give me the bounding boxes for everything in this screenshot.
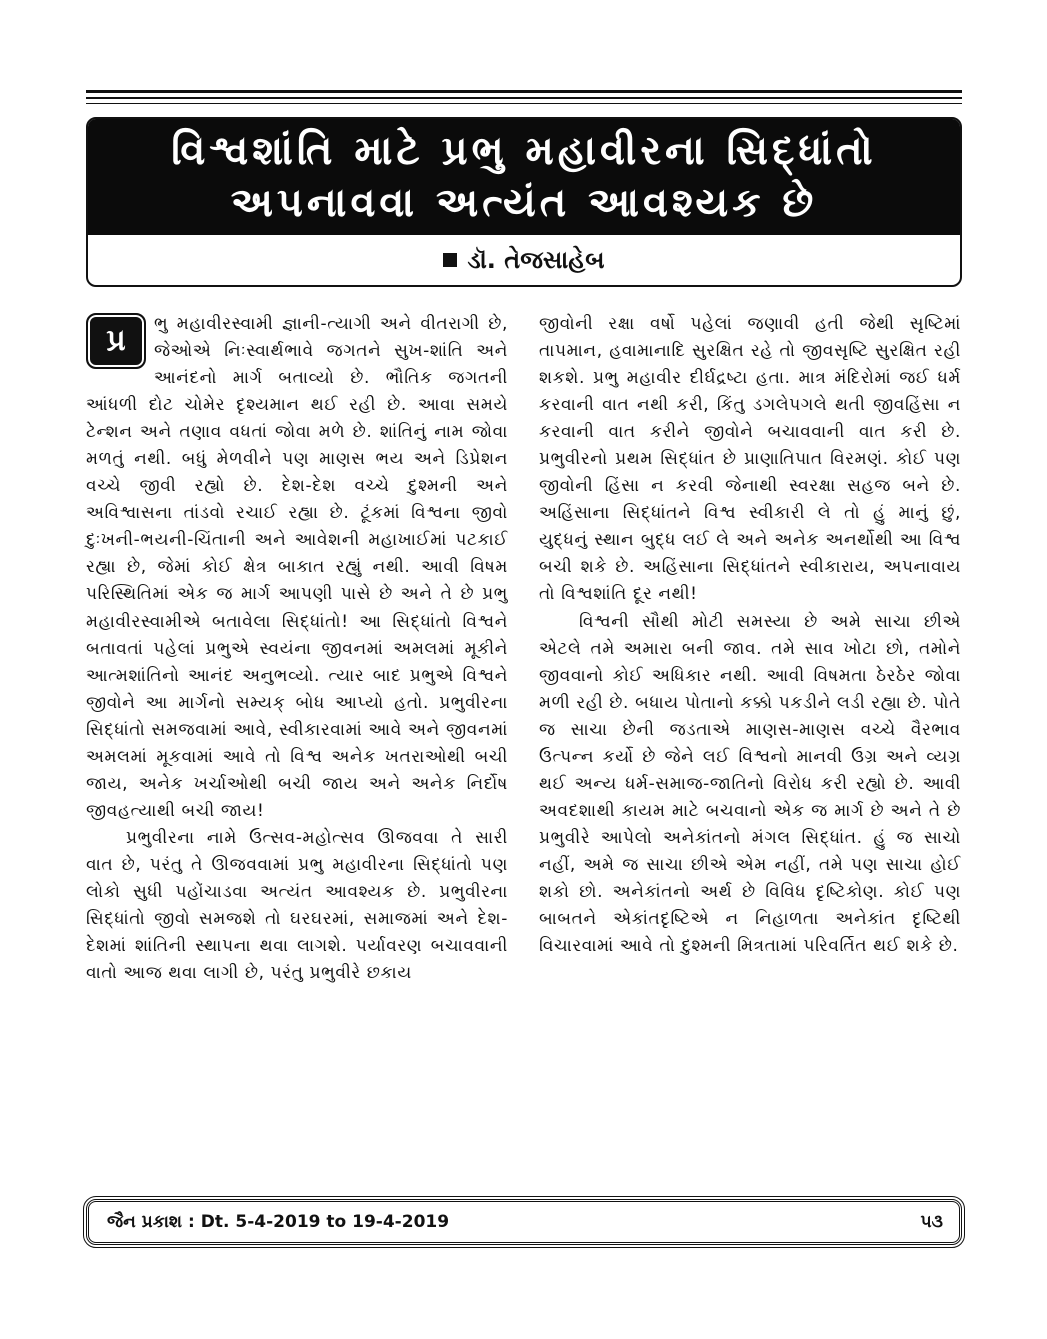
paragraph: [86, 311, 508, 825]
issue-date-range: Dt. 5-4-2019 to 19-4-2019: [200, 1212, 450, 1232]
dropcap-letter: પ્ર: [86, 313, 146, 369]
article-title-line-2: અપનાવવા અત્યંત આવશ્યક છે: [230, 180, 818, 226]
article-title-line-1: વિશ્વશાંતિ માટે પ્રભુ મહાવીરના સિદ્ધાંતો: [171, 128, 877, 174]
footer-separator: :: [187, 1212, 195, 1232]
paragraph: પ્રભુવીરના નામે ઉત્સવ-મહોત્સવ ઊજવવા તે સારી વાત છે, પરંતુ તે ઊજવવામાં પ્રભુ મહાવીરના સિદ્ધાંતો પણ લોકો સુધી પહોંચાડવા અત્યંત આવશ્યક છે. પ્રભુવીરના સિદ્ધાંતો જીવો સમજશે તો ઘરઘરમાં, સમાજમાં અને દેશ-દેશમાં શાંતિની સ્થાપના થવા લાગશે. પર્યાવરણ બચાવવાની વાતો આજ થવા લાગી છે, પરંતુ પ્રભુવીરે છકાય: [86, 827, 508, 984]
header-rule-thin: [86, 103, 962, 104]
page-footer: [86, 1199, 962, 1245]
author-name: ડૉ. તેજસાહેબ: [467, 246, 605, 274]
header-rule-medium: [86, 97, 962, 99]
paragraph: વિશ્વની સૌથી મોટી સમસ્યા છે અમે સાચા છીએ એટલે તમે અમારા બની જાવ. તમે સાવ ખોટા છો, તમોને જીવવાનો કોઈ અધિકાર નથી. આવી વિષમતા ઠેરઠેર જોવા મળી રહી છે. બધાય પોતાનો કક્કો પકડીને લડી રહ્યા છે. પોતે જ સાચા છેની જડતાએ માણસ-માણસ વચ્ચે વૈરભાવ ઉત્પન્ન કર્યો છે જેને લઈ વિશ્વનો માનવી ઉગ્ર અને વ્યગ્ર થઈ અન્ય ધર્મ-સમાજ-જાતિનો વિરોધ કરી રહ્યો છે. આવી અવદશાથી કાયમ માટે બચવાનો એક જ માર્ગ છે અને તે છે પ્રભુવીરે આપેલો અનેકાંતનો મંગલ સિદ્ધાંત. હું જ સાચો નહીં, અમે જ સાચા છીએ એમ નહીં, તમે પણ સાચા હોઈ શકો છો. અનેકાંતનો અર્થ છે વિવિધ દૃષ્ટિકોણ. કોઈ પણ બાબતને એકાંતદૃષ્ટિએ ન નિહાળતા અનેકાંત દૃષ્ટિથી વિચારવામાં આવે તો દુશ્મની મિત્રતામાં પરિવર્તિત થઈ શકે છે.: [539, 611, 961, 957]
article-title-box: [86, 117, 962, 287]
header-rule-thick: [86, 90, 962, 93]
publication-name: જૈન પ્રકાશ: [107, 1212, 182, 1232]
title-banner: [88, 119, 960, 235]
footer-publication-info: [107, 1212, 449, 1232]
square-bullet-icon: [443, 253, 457, 267]
page-number: ૫૩: [920, 1212, 943, 1232]
right-column: [539, 311, 961, 960]
author-byline: [88, 235, 960, 285]
left-column: [86, 311, 508, 987]
paragraph: જીવોની રક્ષા વર્ષો પહેલાં જણાવી હતી જેથી સૃષ્ટિમાં તાપમાન, હવામાનાદિ સુરક્ષિત રહે તો જીવસૃષ્ટિ સુરક્ષિત રહી શકશે. પ્રભુ મહાવીર દીર્ઘદ્રષ્ટા હતા. માત્ર મંદિરોમાં જઈ ધર્મ કરવાની વાત નથી કરી, કિંતુ ડગલેપગલે થતી જીવહિંસા ન કરવાની વાત કરીને જીવોને બચાવવાની વાત કરી છે. પ્રભુવીરનો પ્રથમ સિદ્ધાંત છે પ્રાણાતિપાત વિરમણં. કોઈ પણ જીવોની હિંસા ન કરવી જેનાથી સ્વરક્ષા સહજ બને છે. અહિંસાના સિદ્ધાંતને વિશ્વ સ્વીકારી લે તો હું માનું છું, યુદ્ધનું સ્થાન બુદ્ધ લઈ લે અને અનેક અનર્થોથી આ વિશ્વ બચી શકે છે. અહિંસાના સિદ્ધાંતને સ્વીકારાય, અપનાવાય તો વિશ્વશાંતિ દૂર નથી!: [539, 314, 961, 605]
paragraph-text: ભુ મહાવીરસ્વામી જ્ઞાની-ત્યાગી અને વીતરાગી છે, જેઓએ નિઃસ્વાર્થભાવે જગતને સુખ-શાંતિ અને આનંદનો માર્ગ બતાવ્યો છે. ભૌતિક જગતની આંધળી દોટ ચોમેર દૃશ્યમાન થઈ રહી છે. આવા સમયે ટેન્શન અને તણાવ વધતાં જોવા મળે છે. શાંતિનું નામ જોવા મળતું નથી. બધું મેળવીને પણ માણસ ભય અને ડિપ્રેશન વચ્ચે જીવી રહ્યો છે. દેશ-દેશ વચ્ચે દુશ્મની અને અવિશ્વાસના તાંડવો રચાઈ રહ્યા છે. ટૂંકમાં વિશ્વના જીવો દુઃખની-ભયની-ચિંતાની અને આવેશની મહાખાઈમાં પટકાઈ રહ્યા છે, જેમાં કોઈ ક્ષેત્ર બાકાત રહ્યું નથી. આવી વિષમ પરિસ્થિતિમાં એક જ માર્ગ આપણી પાસે છે અને તે છે પ્રભુ મહાવીરસ્વામીએ બતાવેલા સિદ્ધાંતો! આ સિદ્ધાંતો વિશ્વને બતાવતાં પહેલાં પ્રભુએ સ્વયંના જીવનમાં અમલમાં મૂકીને આત્મશાંતિનો આનંદ અનુભવ્યો. ત્યાર બાદ પ્રભુએ વિશ્વને જીવોને આ માર્ગનો સમ્યક્ બોધ આપ્યો હતો. પ્રભુવીરના સિદ્ધાંતો સમજવામાં આવે, સ્વીકારવામાં આવે અને જીવનમાં અમલમાં મૂકવામાં આવે તો વિશ્વ અનેક ખતરાઓથી બચી જાય, અનેક ખર્ચાઓથી બચી જાય અને અનેક નિર્દોષ જીવહત્યાથી બચી જાય!: [86, 314, 508, 821]
